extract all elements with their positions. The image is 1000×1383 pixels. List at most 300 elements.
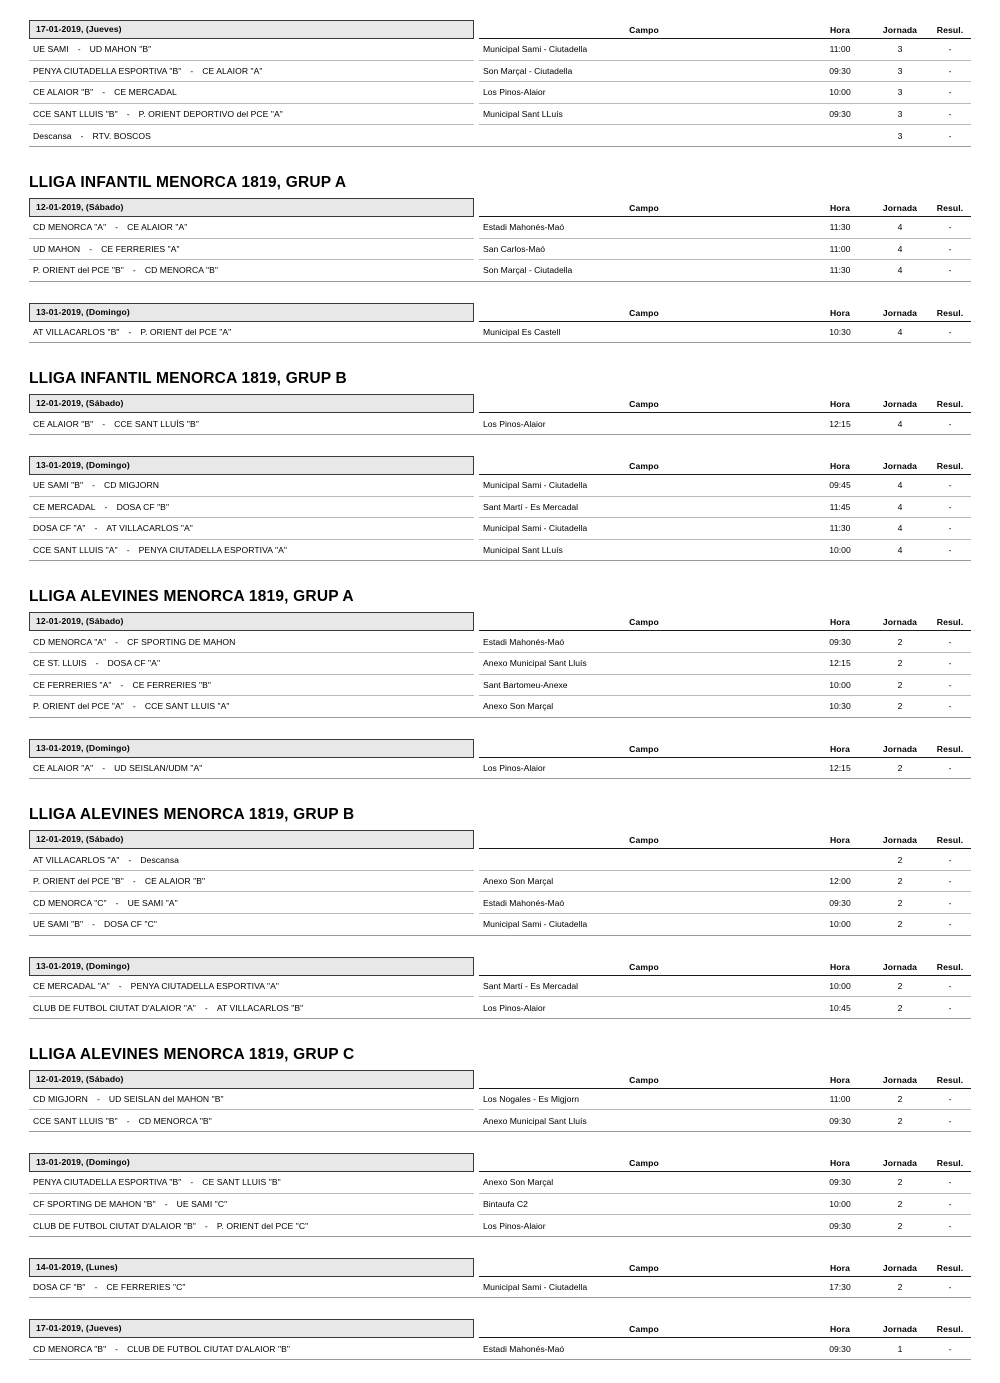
- home-team: CCE SANT LLUIS "B": [33, 1115, 118, 1126]
- versus-dash: -: [132, 701, 136, 712]
- column-header-jornada: Jornada: [871, 1158, 929, 1172]
- time-cell: 10:00: [809, 914, 871, 936]
- versus-dash: -: [115, 636, 119, 647]
- column-header-campo: Campo: [479, 308, 809, 322]
- column-header-hora: Hora: [809, 962, 871, 976]
- column-header-campo: Campo: [479, 203, 809, 217]
- versus-dash: -: [132, 876, 136, 887]
- date-header: 12-01-2019, (Sábado): [29, 1070, 474, 1089]
- away-team: PENYA CIUTADELLA ESPORTIVA "A": [138, 545, 287, 556]
- versus-dash: -: [118, 980, 122, 991]
- venue-cell: Sant Bartomeu-Anexe: [479, 674, 809, 696]
- table-row: [29, 1277, 971, 1298]
- versus-dash: -: [104, 501, 108, 512]
- match-day-table: [29, 612, 971, 717]
- match-teams-cell: [29, 914, 474, 936]
- column-header-resul: Resul.: [929, 617, 971, 631]
- time-cell: 11:30: [809, 518, 871, 540]
- matchday-cell: 2: [871, 674, 929, 696]
- table-row: [29, 849, 971, 870]
- away-team: P. ORIENT del PCE "A": [140, 327, 232, 338]
- column-header-hora: Hora: [809, 744, 871, 758]
- result-cell: -: [929, 238, 971, 260]
- matchday-cell: 4: [871, 539, 929, 561]
- column-header-jornada: Jornada: [871, 1075, 929, 1089]
- match-day-table: [29, 1258, 971, 1299]
- date-header: 12-01-2019, (Sábado): [29, 394, 474, 413]
- venue-cell: Anexo Son Marçal: [479, 870, 809, 892]
- column-header-jornada: Jornada: [871, 1263, 929, 1277]
- match-teams-cell: [29, 652, 474, 674]
- table-header-row: [29, 1153, 971, 1172]
- home-team: CD MENORCA "A": [33, 636, 107, 647]
- venue-cell: Sant Martí - Es Mercadal: [479, 976, 809, 997]
- result-cell: -: [929, 1215, 971, 1237]
- versus-dash: -: [115, 897, 119, 908]
- table-row: [29, 696, 971, 718]
- match-day-table: [29, 303, 971, 344]
- result-cell: -: [929, 413, 971, 434]
- home-team: PENYA CIUTADELLA ESPORTIVA "B": [33, 65, 182, 76]
- schedule-content: [29, 20, 971, 1381]
- away-team: CE FERRERIES "C": [106, 1282, 186, 1293]
- column-header-resul: Resul.: [929, 962, 971, 976]
- away-team: DOSA CF "A": [107, 658, 161, 669]
- away-team: CE FERRERIES "A": [101, 243, 180, 254]
- time-cell: 09:30: [809, 631, 871, 652]
- home-team: CD MENORCA "B": [33, 1343, 107, 1354]
- table-row: [29, 82, 971, 104]
- match-teams-cell: [29, 1277, 474, 1298]
- column-header-hora: Hora: [809, 617, 871, 631]
- table-header-row: [29, 198, 971, 217]
- away-team: PENYA CIUTADELLA ESPORTIVA "A": [130, 980, 279, 991]
- versus-dash: -: [126, 545, 130, 556]
- column-header-campo: Campo: [479, 25, 809, 39]
- match-day-table: [29, 1070, 971, 1132]
- time-cell: 10:00: [809, 976, 871, 997]
- matchday-cell: 2: [871, 849, 929, 870]
- match-day-table: [29, 20, 971, 147]
- venue-cell: [479, 849, 809, 870]
- venue-cell: Anexo Son Marçal: [479, 696, 809, 718]
- table-row: [29, 217, 971, 238]
- result-cell: -: [929, 631, 971, 652]
- away-team: UE SAMI "A": [127, 897, 178, 908]
- column-header-resul: Resul.: [929, 399, 971, 413]
- home-team: UD MAHON: [33, 243, 81, 254]
- matchday-cell: 4: [871, 322, 929, 343]
- result-cell: -: [929, 870, 971, 892]
- away-team: CE ALAIOR "A": [127, 222, 188, 233]
- result-cell: -: [929, 976, 971, 997]
- versus-dash: -: [126, 109, 130, 120]
- column-header-resul: Resul.: [929, 203, 971, 217]
- matchday-cell: 2: [871, 1089, 929, 1110]
- table-header-row: [29, 394, 971, 413]
- result-cell: -: [929, 1338, 971, 1359]
- date-header: 12-01-2019, (Sábado): [29, 830, 474, 849]
- column-header-campo: Campo: [479, 1075, 809, 1089]
- time-cell: 11:00: [809, 39, 871, 60]
- column-header-jornada: Jornada: [871, 962, 929, 976]
- venue-cell: Sant Martí - Es Mercadal: [479, 496, 809, 518]
- time-cell: 09:30: [809, 60, 871, 82]
- table-header-row: [29, 957, 971, 976]
- venue-cell: Los Pinos-Alaior: [479, 758, 809, 779]
- versus-dash: -: [190, 65, 194, 76]
- result-cell: -: [929, 997, 971, 1019]
- match-teams-cell: [29, 260, 474, 282]
- matchday-cell: 4: [871, 413, 929, 434]
- table-row: [29, 539, 971, 561]
- result-cell: -: [929, 60, 971, 82]
- match-teams-cell: [29, 870, 474, 892]
- matchday-cell: 3: [871, 82, 929, 104]
- result-cell: -: [929, 103, 971, 125]
- away-team: UE SAMI "C": [176, 1198, 228, 1209]
- matchday-cell: 2: [871, 1193, 929, 1215]
- match-teams-cell: [29, 997, 474, 1019]
- venue-cell: Anexo Municipal Sant Lluís: [479, 1110, 809, 1132]
- home-team: P. ORIENT del PCE "A": [33, 701, 124, 712]
- match-teams-cell: [29, 892, 474, 914]
- table-row: [29, 1338, 971, 1359]
- home-team: UE SAMI: [33, 44, 69, 55]
- column-header-campo: Campo: [479, 744, 809, 758]
- table-row: [29, 413, 971, 434]
- match-teams-cell: [29, 539, 474, 561]
- table-row: [29, 322, 971, 343]
- column-header-hora: Hora: [809, 308, 871, 322]
- venue-cell: Municipal Sami - Ciutadella: [479, 1277, 809, 1298]
- home-team: CE ALAIOR "B": [33, 87, 94, 98]
- match-teams-cell: [29, 475, 474, 496]
- time-cell: 11:30: [809, 260, 871, 282]
- away-team: Descansa: [140, 854, 179, 865]
- section-title: LLIGA INFANTIL MENORCA 1819, GRUP B: [29, 370, 347, 388]
- table-row: [29, 1110, 971, 1132]
- away-team: DOSA CF "B": [116, 501, 170, 512]
- column-header-campo: Campo: [479, 835, 809, 849]
- date-header: 17-01-2019, (Jueves): [29, 1319, 474, 1338]
- match-teams-cell: [29, 1110, 474, 1132]
- section-title: LLIGA ALEVINES MENORCA 1819, GRUP B: [29, 806, 355, 824]
- matchday-cell: 2: [871, 1277, 929, 1298]
- home-team: CLUB DE FUTBOL CIUTAT D'ALAIOR "A": [33, 1002, 196, 1013]
- away-team: UD MAHON "B": [89, 44, 152, 55]
- date-header: 12-01-2019, (Sábado): [29, 198, 474, 217]
- match-teams-cell: [29, 322, 474, 343]
- matchday-cell: 2: [871, 1110, 929, 1132]
- versus-dash: -: [89, 243, 93, 254]
- result-cell: -: [929, 496, 971, 518]
- matchday-cell: 4: [871, 496, 929, 518]
- column-header-jornada: Jornada: [871, 744, 929, 758]
- league-section: [29, 20, 971, 147]
- time-cell: 10:00: [809, 539, 871, 561]
- match-day-table: [29, 198, 971, 282]
- versus-dash: -: [102, 87, 106, 98]
- away-team: CD MENORCA "B": [138, 1115, 212, 1126]
- versus-dash: -: [95, 658, 99, 669]
- versus-dash: -: [115, 1343, 119, 1354]
- versus-dash: -: [102, 418, 106, 429]
- venue-cell: [479, 125, 809, 147]
- time-cell: 12:15: [809, 652, 871, 674]
- away-team: CCE SANT LLUÍS "B": [114, 418, 199, 429]
- home-team: CD MENORCA "A": [33, 222, 107, 233]
- league-section: [29, 582, 971, 779]
- matchday-cell: 4: [871, 238, 929, 260]
- versus-dash: -: [204, 1220, 208, 1231]
- match-teams-cell: [29, 1089, 474, 1110]
- match-day-table: [29, 830, 971, 935]
- venue-cell: San Carlos-Maó: [479, 238, 809, 260]
- table-header-row: [29, 612, 971, 631]
- time-cell: 12:00: [809, 870, 871, 892]
- away-team: UD SEISLAN/UDM "A": [114, 762, 203, 773]
- match-day-table: [29, 456, 971, 561]
- result-cell: -: [929, 849, 971, 870]
- home-team: CE FERRERIES "A": [33, 679, 112, 690]
- time-cell: 09:30: [809, 103, 871, 125]
- away-team: CE SANT LLUIS "B": [202, 1177, 281, 1188]
- venue-cell: Los Pinos-Alaior: [479, 82, 809, 104]
- match-teams-cell: [29, 1172, 474, 1193]
- time-cell: 11:00: [809, 238, 871, 260]
- table-header-row: [29, 303, 971, 322]
- away-team: RTV. BOSCOS: [92, 130, 151, 141]
- column-header-campo: Campo: [479, 1158, 809, 1172]
- result-cell: -: [929, 1089, 971, 1110]
- time-cell: 09:45: [809, 475, 871, 496]
- column-header-jornada: Jornada: [871, 1324, 929, 1338]
- away-team: CE FERRERIES "B": [132, 679, 211, 690]
- matchday-cell: 1: [871, 1338, 929, 1359]
- table-header-row: [29, 1070, 971, 1089]
- home-team: CE ST. LLUIS: [33, 658, 87, 669]
- column-header-resul: Resul.: [929, 744, 971, 758]
- matchday-cell: 2: [871, 631, 929, 652]
- home-team: DOSA CF "A": [33, 523, 86, 534]
- matchday-cell: 4: [871, 260, 929, 282]
- away-team: CLUB DE FUTBOL CIUTAT D'ALAIOR "B": [127, 1343, 290, 1354]
- column-header-resul: Resul.: [929, 308, 971, 322]
- table-row: [29, 260, 971, 282]
- home-team: CD MIGJORN: [33, 1094, 88, 1105]
- away-team: CF SPORTING DE MAHON: [127, 636, 236, 647]
- versus-dash: -: [92, 919, 96, 930]
- match-teams-cell: [29, 82, 474, 104]
- result-cell: -: [929, 322, 971, 343]
- away-team: CD MIGJORN: [104, 480, 159, 491]
- section-title: LLIGA ALEVINES MENORCA 1819, GRUP C: [29, 1045, 355, 1063]
- home-team: CE MERCADAL: [33, 501, 96, 512]
- league-section: [29, 168, 971, 343]
- time-cell: 12:15: [809, 758, 871, 779]
- versus-dash: -: [96, 1094, 100, 1105]
- table-row: [29, 631, 971, 652]
- time-cell: 09:30: [809, 1110, 871, 1132]
- versus-dash: -: [164, 1198, 168, 1209]
- column-header-hora: Hora: [809, 461, 871, 475]
- time-cell: 11:00: [809, 1089, 871, 1110]
- date-header: 12-01-2019, (Sábado): [29, 612, 474, 631]
- matchday-cell: 4: [871, 518, 929, 540]
- match-teams-cell: [29, 758, 474, 779]
- table-row: [29, 870, 971, 892]
- match-teams-cell: [29, 849, 474, 870]
- time-cell: 10:00: [809, 1193, 871, 1215]
- matchday-cell: 2: [871, 976, 929, 997]
- venue-cell: Estadi Mahonés-Maó: [479, 1338, 809, 1359]
- table-row: [29, 674, 971, 696]
- home-team: CE ALAIOR "A": [33, 762, 94, 773]
- match-teams-cell: [29, 1215, 474, 1237]
- column-header-resul: Resul.: [929, 25, 971, 39]
- matchday-cell: 3: [871, 60, 929, 82]
- venue-cell: Municipal Sami - Ciutadella: [479, 914, 809, 936]
- home-team: PENYA CIUTADELLA ESPORTIVA "B": [33, 1177, 182, 1188]
- match-day-table: [29, 739, 971, 780]
- home-team: Descansa: [33, 130, 72, 141]
- table-row: [29, 475, 971, 496]
- home-team: AT VILLACARLOS "B": [33, 327, 120, 338]
- matchday-cell: 2: [871, 870, 929, 892]
- home-team: CCE SANT LLUIS "A": [33, 545, 118, 556]
- away-team: CE MERCADAL: [114, 87, 177, 98]
- column-header-jornada: Jornada: [871, 617, 929, 631]
- time-cell: 11:30: [809, 217, 871, 238]
- venue-cell: Municipal Es Castell: [479, 322, 809, 343]
- versus-dash: -: [128, 327, 132, 338]
- column-header-hora: Hora: [809, 399, 871, 413]
- away-team: DOSA CF "C": [104, 919, 157, 930]
- venue-cell: Municipal Sami - Ciutadella: [479, 39, 809, 60]
- column-header-resul: Resul.: [929, 1158, 971, 1172]
- matchday-cell: 2: [871, 696, 929, 718]
- venue-cell: Los Pinos-Alaior: [479, 413, 809, 434]
- match-teams-cell: [29, 60, 474, 82]
- league-section: [29, 800, 971, 1019]
- table-header-row: [29, 739, 971, 758]
- result-cell: -: [929, 539, 971, 561]
- result-cell: -: [929, 475, 971, 496]
- versus-dash: -: [102, 762, 106, 773]
- matchday-cell: 2: [871, 997, 929, 1019]
- date-header: 17-01-2019, (Jueves): [29, 20, 474, 39]
- matchday-cell: 2: [871, 652, 929, 674]
- result-cell: -: [929, 125, 971, 147]
- time-cell: 12:15: [809, 413, 871, 434]
- date-header: 13-01-2019, (Domingo): [29, 957, 474, 976]
- result-cell: -: [929, 518, 971, 540]
- column-header-jornada: Jornada: [871, 203, 929, 217]
- result-cell: -: [929, 1110, 971, 1132]
- result-cell: -: [929, 696, 971, 718]
- league-section: [29, 1040, 971, 1360]
- venue-cell: Anexo Municipal Sant Lluís: [479, 652, 809, 674]
- versus-dash: -: [94, 1282, 98, 1293]
- column-header-resul: Resul.: [929, 1075, 971, 1089]
- section-title: LLIGA INFANTIL MENORCA 1819, GRUP A: [29, 173, 347, 191]
- versus-dash: -: [126, 1115, 130, 1126]
- matchday-cell: 4: [871, 475, 929, 496]
- venue-cell: Municipal Sant LLuís: [479, 103, 809, 125]
- versus-dash: -: [132, 265, 136, 276]
- table-row: [29, 914, 971, 936]
- table-row: [29, 103, 971, 125]
- time-cell: 10:00: [809, 82, 871, 104]
- column-header-hora: Hora: [809, 835, 871, 849]
- venue-cell: Son Marçal - Ciutadella: [479, 60, 809, 82]
- result-cell: -: [929, 1172, 971, 1193]
- column-header-jornada: Jornada: [871, 399, 929, 413]
- result-cell: -: [929, 39, 971, 60]
- table-header-row: [29, 1319, 971, 1338]
- table-header-row: [29, 830, 971, 849]
- match-teams-cell: [29, 631, 474, 652]
- column-header-campo: Campo: [479, 399, 809, 413]
- result-cell: -: [929, 82, 971, 104]
- column-header-hora: Hora: [809, 1263, 871, 1277]
- match-teams-cell: [29, 39, 474, 60]
- away-team: AT VILLACARLOS "A": [106, 523, 193, 534]
- time-cell: 09:30: [809, 1215, 871, 1237]
- venue-cell: Bintaufa C2: [479, 1193, 809, 1215]
- home-team: CF SPORTING DE MAHON "B": [33, 1198, 156, 1209]
- result-cell: -: [929, 260, 971, 282]
- time-cell: 11:45: [809, 496, 871, 518]
- table-row: [29, 1089, 971, 1110]
- home-team: CE MERCADAL "A": [33, 980, 110, 991]
- time-cell: 10:30: [809, 322, 871, 343]
- table-row: [29, 1215, 971, 1237]
- home-team: UE SAMI "B": [33, 919, 84, 930]
- venue-cell: Los Nogales - Es Migjorn: [479, 1089, 809, 1110]
- time-cell: [809, 849, 871, 870]
- time-cell: 10:30: [809, 696, 871, 718]
- match-teams-cell: [29, 125, 474, 147]
- result-cell: -: [929, 914, 971, 936]
- away-team: P. ORIENT del PCE "C": [216, 1220, 309, 1231]
- match-teams-cell: [29, 976, 474, 997]
- result-cell: -: [929, 1193, 971, 1215]
- column-header-campo: Campo: [479, 617, 809, 631]
- table-header-row: [29, 1258, 971, 1277]
- result-cell: -: [929, 652, 971, 674]
- home-team: CD MENORCA "C": [33, 897, 107, 908]
- match-teams-cell: [29, 496, 474, 518]
- away-team: AT VILLACARLOS "B": [216, 1002, 304, 1013]
- venue-cell: Estadi Mahonés-Maó: [479, 892, 809, 914]
- date-header: 13-01-2019, (Domingo): [29, 456, 474, 475]
- column-header-resul: Resul.: [929, 1324, 971, 1338]
- match-teams-cell: [29, 413, 474, 434]
- column-header-jornada: Jornada: [871, 308, 929, 322]
- result-cell: -: [929, 892, 971, 914]
- table-row: [29, 652, 971, 674]
- home-team: CCE SANT LLUIS "B": [33, 109, 118, 120]
- table-row: [29, 1193, 971, 1215]
- time-cell: 09:30: [809, 892, 871, 914]
- away-team: CD MENORCA "B": [144, 265, 218, 276]
- column-header-hora: Hora: [809, 1075, 871, 1089]
- result-cell: -: [929, 674, 971, 696]
- league-section: [29, 364, 971, 561]
- home-team: AT VILLACARLOS "A": [33, 854, 120, 865]
